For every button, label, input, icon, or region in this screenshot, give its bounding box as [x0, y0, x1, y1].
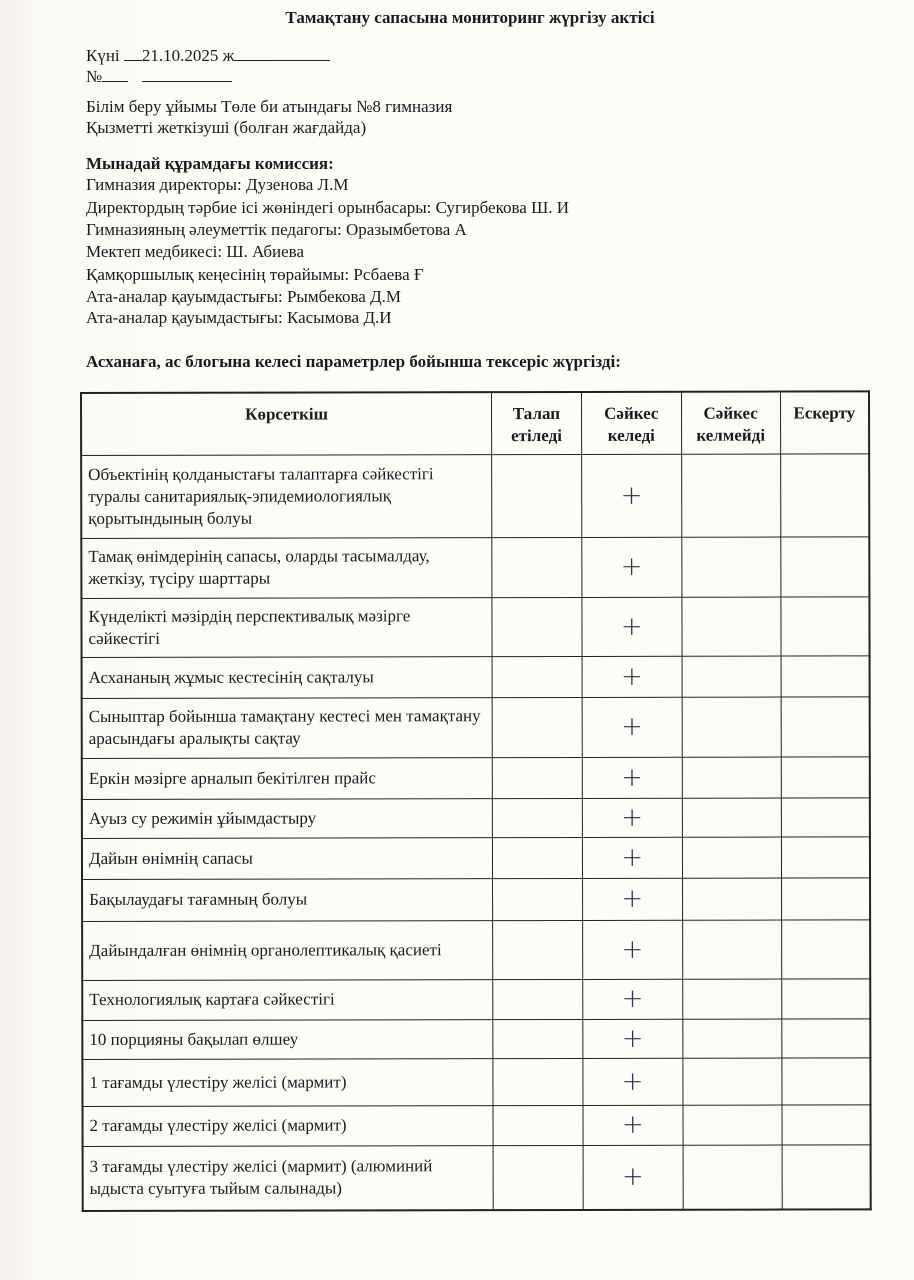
table-row — [82, 978, 870, 1020]
header-note: Ескерту — [780, 391, 869, 453]
note-cell — [781, 978, 870, 1018]
commission-member: Қамқоршылық кеңесінің төрайымы: Рсбаева Ғ — [86, 265, 424, 284]
required-cell — [492, 757, 582, 798]
noncompliant-cell — [682, 656, 781, 697]
commission-member: Гимназияның әлеуметтік педагогы: Оразымбетова А — [86, 220, 467, 239]
header-required: Талап етіледі — [492, 392, 582, 454]
table-row — [82, 797, 870, 838]
table-row — [81, 596, 869, 657]
note-cell — [781, 655, 870, 696]
required-cell — [492, 537, 582, 597]
required-cell — [492, 837, 582, 878]
noncompliant-cell — [682, 837, 781, 878]
organization: Білім беру ұйымы Төле би атындағы №8 гимназия — [86, 97, 453, 116]
table-row — [82, 836, 870, 879]
table-row — [82, 696, 870, 758]
required-cell — [492, 597, 582, 656]
number-label: № — [86, 67, 103, 86]
header-noncompliant: Сәйкес келмейді — [681, 392, 780, 454]
compliant-cell: + — [583, 979, 683, 1019]
table-body — [81, 453, 871, 1211]
compliant-cell: + — [583, 1105, 683, 1145]
date-line — [86, 44, 330, 66]
indicator-cell: 1 тағамды үлестіру желісі (мармит) — [82, 1058, 493, 1106]
note-cell — [781, 836, 870, 877]
commission-member: Мектеп медбикесі: Ш. Абиева — [86, 242, 305, 261]
indicator-cell: Асхананың жұмыс кестесінің сақталуы — [82, 656, 493, 698]
required-cell — [493, 1145, 583, 1210]
commission-heading: Мынадай құрамдағы комиссия: — [86, 154, 334, 173]
inspection-heading: Асханаға, ас блогына келесі параметрлер бойынша тексеріс жүргізді: — [86, 352, 621, 371]
noncompliant-cell — [682, 597, 781, 656]
note-cell — [782, 1104, 871, 1144]
noncompliant-cell — [683, 1105, 782, 1145]
noncompliant-cell — [682, 798, 781, 837]
note-cell — [782, 1144, 871, 1209]
header-indicator: Көрсеткіш — [81, 392, 492, 455]
noncompliant-cell — [681, 537, 780, 597]
noncompliant-cell — [682, 878, 781, 920]
required-cell — [492, 656, 582, 697]
note-cell — [781, 877, 870, 919]
note-cell — [780, 596, 869, 655]
date-blank-right — [234, 44, 330, 61]
number-blank-2 — [142, 65, 232, 82]
indicator-cell: Еркін мәзірге арналып бекітілген прайс — [82, 757, 493, 799]
compliant-cell: + — [582, 697, 682, 757]
note-cell — [781, 696, 870, 756]
date-blank-left — [124, 44, 142, 61]
noncompliant-cell — [682, 697, 781, 757]
table-row — [82, 655, 870, 698]
indicator-cell: Бақылаудағы тағамның болуы — [82, 878, 493, 921]
compliant-cell: + — [581, 454, 681, 537]
required-cell — [493, 1105, 583, 1145]
commission-member: Директордың тәрбие ісі жөніндегі орынбасары: Сугирбекова Ш. И — [86, 198, 570, 217]
required-cell — [492, 454, 582, 537]
table-row — [82, 877, 870, 921]
document-title: Тамақтану сапасына мониторинг жүргізу актісі — [285, 8, 655, 27]
indicator-cell: 10 порцияны бақылап өлшеу — [82, 1019, 493, 1059]
indicator-cell: Ауыз су режимін ұйымдастыру — [82, 798, 493, 838]
note-cell — [780, 453, 869, 536]
date-label: Күні — [86, 46, 120, 65]
compliant-cell: + — [582, 757, 682, 798]
header-compliant: Сәйкес келеді — [581, 392, 681, 454]
table-row — [81, 453, 869, 538]
compliant-cell: + — [582, 837, 682, 878]
noncompliant-cell — [682, 1019, 781, 1058]
required-cell — [493, 979, 583, 1019]
note-cell — [781, 1057, 870, 1104]
note-cell — [781, 756, 870, 797]
note-cell — [780, 536, 869, 596]
indicator-cell: Технологиялық картаға сәйкестігі — [82, 979, 493, 1020]
compliant-cell: + — [583, 1145, 683, 1210]
noncompliant-cell — [683, 1058, 782, 1105]
note-cell — [781, 1018, 870, 1057]
required-cell — [493, 878, 583, 920]
compliant-cell: + — [583, 1058, 683, 1105]
required-cell — [493, 1019, 583, 1058]
commission-member: Ата-аналар қауымдастығы: Рымбекова Д.М — [86, 287, 402, 306]
required-cell — [493, 920, 583, 979]
indicator-cell: 3 тағамды үлестіру желісі (мармит) (алюминий ыдыста суытуға тыйым салынады) — [83, 1145, 494, 1211]
date-value: 21.10.2025 ж — [141, 46, 235, 65]
compliant-cell: + — [582, 878, 682, 920]
required-cell — [492, 697, 582, 757]
note-cell — [781, 919, 870, 978]
table-row — [82, 919, 870, 980]
noncompliant-cell — [681, 454, 780, 537]
indicator-cell: Объектінің қолданыстағы талаптарға сәйкестігі туралы санитариялық-эпидемиологиялық қорытындының болуы — [81, 454, 492, 538]
table-row — [82, 1018, 870, 1059]
noncompliant-cell — [682, 979, 781, 1019]
indicator-cell: Сыныптар бойынша тамақтану кестесі мен тамақтану арасындағы аралықты сақтау — [82, 697, 493, 758]
indicator-cell: Күнделікті мәзірдің перспективалық мәзірге сәйкестігі — [81, 597, 492, 657]
compliant-cell: + — [582, 537, 682, 597]
compliant-cell: + — [582, 656, 682, 697]
compliant-cell: + — [582, 920, 682, 979]
table-row — [82, 1057, 870, 1106]
noncompliant-cell — [682, 757, 781, 798]
noncompliant-cell — [683, 1145, 782, 1210]
number-line — [86, 65, 232, 87]
required-cell — [493, 1058, 583, 1105]
inspection-table — [80, 390, 872, 1212]
indicator-cell: 2 тағамды үлестіру желісі (мармит) — [82, 1105, 493, 1146]
compliant-cell: + — [582, 597, 682, 656]
table-row — [83, 1144, 871, 1211]
indicator-cell: Тамақ өнімдерінің сапасы, оларды тасымалдау, жеткізу, түсіру шарттары — [81, 537, 492, 598]
table-row — [81, 536, 869, 598]
table-row — [82, 1104, 870, 1146]
provider: Қызметті жеткізуші (болған жағдайда) — [86, 118, 367, 137]
indicator-cell: Дайын өнімнің сапасы — [82, 837, 493, 879]
number-blank — [102, 65, 128, 82]
table-header-row — [81, 391, 869, 455]
commission-member: Ата-аналар қауымдастығы: Касымова Д.И — [86, 308, 392, 327]
noncompliant-cell — [682, 920, 781, 979]
note-cell — [781, 797, 870, 836]
compliant-cell: + — [582, 798, 682, 837]
compliant-cell: + — [583, 1019, 683, 1058]
commission-member: Гимназия директоры: Дузенова Л.М — [86, 175, 349, 194]
table-row — [82, 756, 870, 799]
indicator-cell: Дайындалған өнімнің органолептикалық қасиеті — [82, 920, 493, 980]
required-cell — [492, 798, 582, 837]
